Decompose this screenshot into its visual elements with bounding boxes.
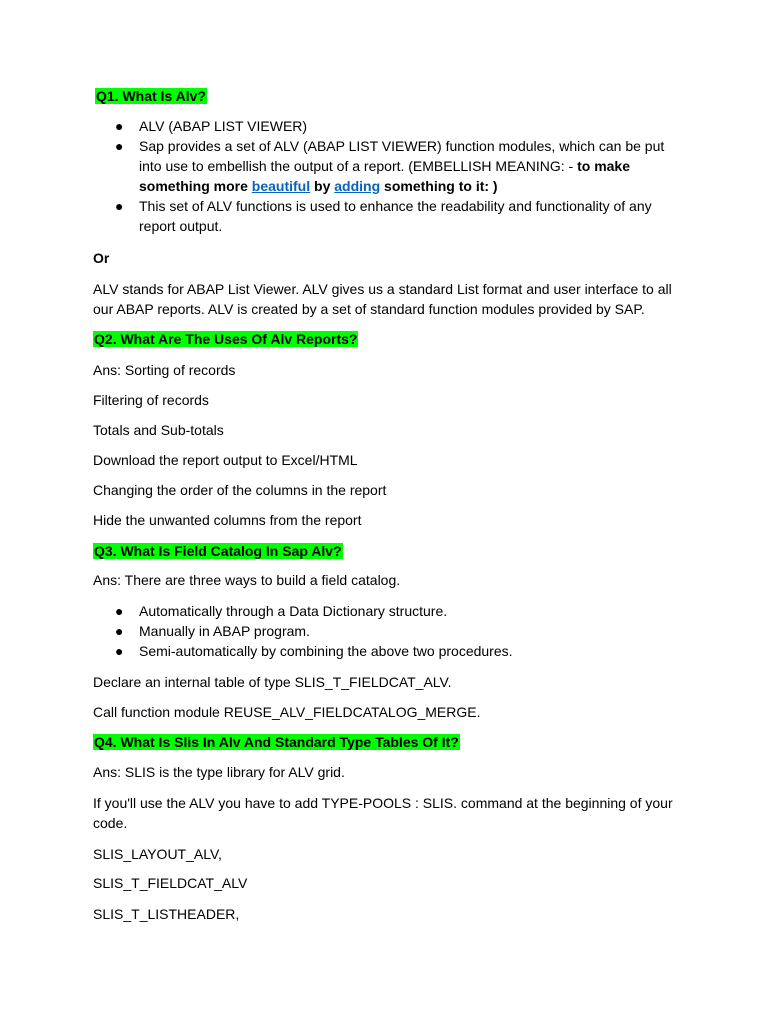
q2-heading: Q2. What Are The Uses Of Alv Reports? [94,331,358,347]
q1-heading: Q1. What Is Alv? [96,88,206,104]
q4-heading: Q4. What Is Slis In Alv And Standard Type Tables Of It? [94,734,459,750]
list-item: ● Semi-automatically by combining the above two procedures. [115,643,513,659]
adding-link[interactable]: adding [334,178,381,194]
q2-line: Totals and Sub-totals [93,422,224,438]
q2-line: Changing the order of the columns in the report [93,482,387,498]
q2-line: Hide the unwanted columns from the report [93,512,362,528]
q4-type: SLIS_T_FIELDCAT_ALV [93,875,248,891]
bullet-icon: ● [115,623,124,639]
q2-line: Ans: Sorting of records [93,362,236,378]
q2-line: Download the report output to Excel/HTML [93,452,358,468]
q1-bullet-list [93,116,673,236]
list-item: ● Manually in ABAP program. [115,623,310,639]
q2-line: Filtering of records [93,392,209,408]
bullet-icon: ● [115,138,124,154]
alv-definition-paragraph: ALV stands for ABAP List Viewer. ALV gives us a standard List format and user interface to all our ABAP reports. ALV is created by a set of standard function modules provided by SAP. [93,281,672,317]
q4-paragraph: If you'll use the ALV you have to add TYPE-POOLS : SLIS. command at the beginning of your code. [93,795,673,831]
q4-type: SLIS_T_LISTHEADER, [93,906,240,922]
q4-type: SLIS_LAYOUT_ALV, [93,846,222,862]
list-item: ● This set of ALV functions is used to enhance the readability and functionality of any report output. [115,198,652,234]
or-label: Or [93,250,110,266]
beautiful-link[interactable]: beautiful [251,178,311,194]
list-item: ● Automatically through a Data Dictionary structure. [115,603,448,619]
q3-heading: Q3. What Is Field Catalog In Sap Alv? [94,543,342,559]
list-item: ● ALV (ABAP LIST VIEWER) [115,118,308,134]
q3-intro: Ans: There are three ways to build a field catalog. [93,572,401,588]
bullet-icon: ● [115,198,124,214]
bullet-icon: ● [115,643,124,659]
bullet-icon: ● [115,118,124,134]
bullet-icon: ● [115,603,124,619]
list-item: ● Sap provides a set of ALV (ABAP LIST VIEWER) function modules, which can be put into use to embellish the output of a report. (EMBELLISH MEANING: - to make something more beautiful by adding something to it: ) [115,138,665,194]
q4-intro: Ans: SLIS is the type library for ALV grid. [93,764,345,780]
q3-line: Declare an internal table of type SLIS_T_FIELDCAT_ALV. [93,674,452,690]
q3-bullet-list [93,601,673,661]
q3-line: Call function module REUSE_ALV_FIELDCATALOG_MERGE. [93,704,481,720]
